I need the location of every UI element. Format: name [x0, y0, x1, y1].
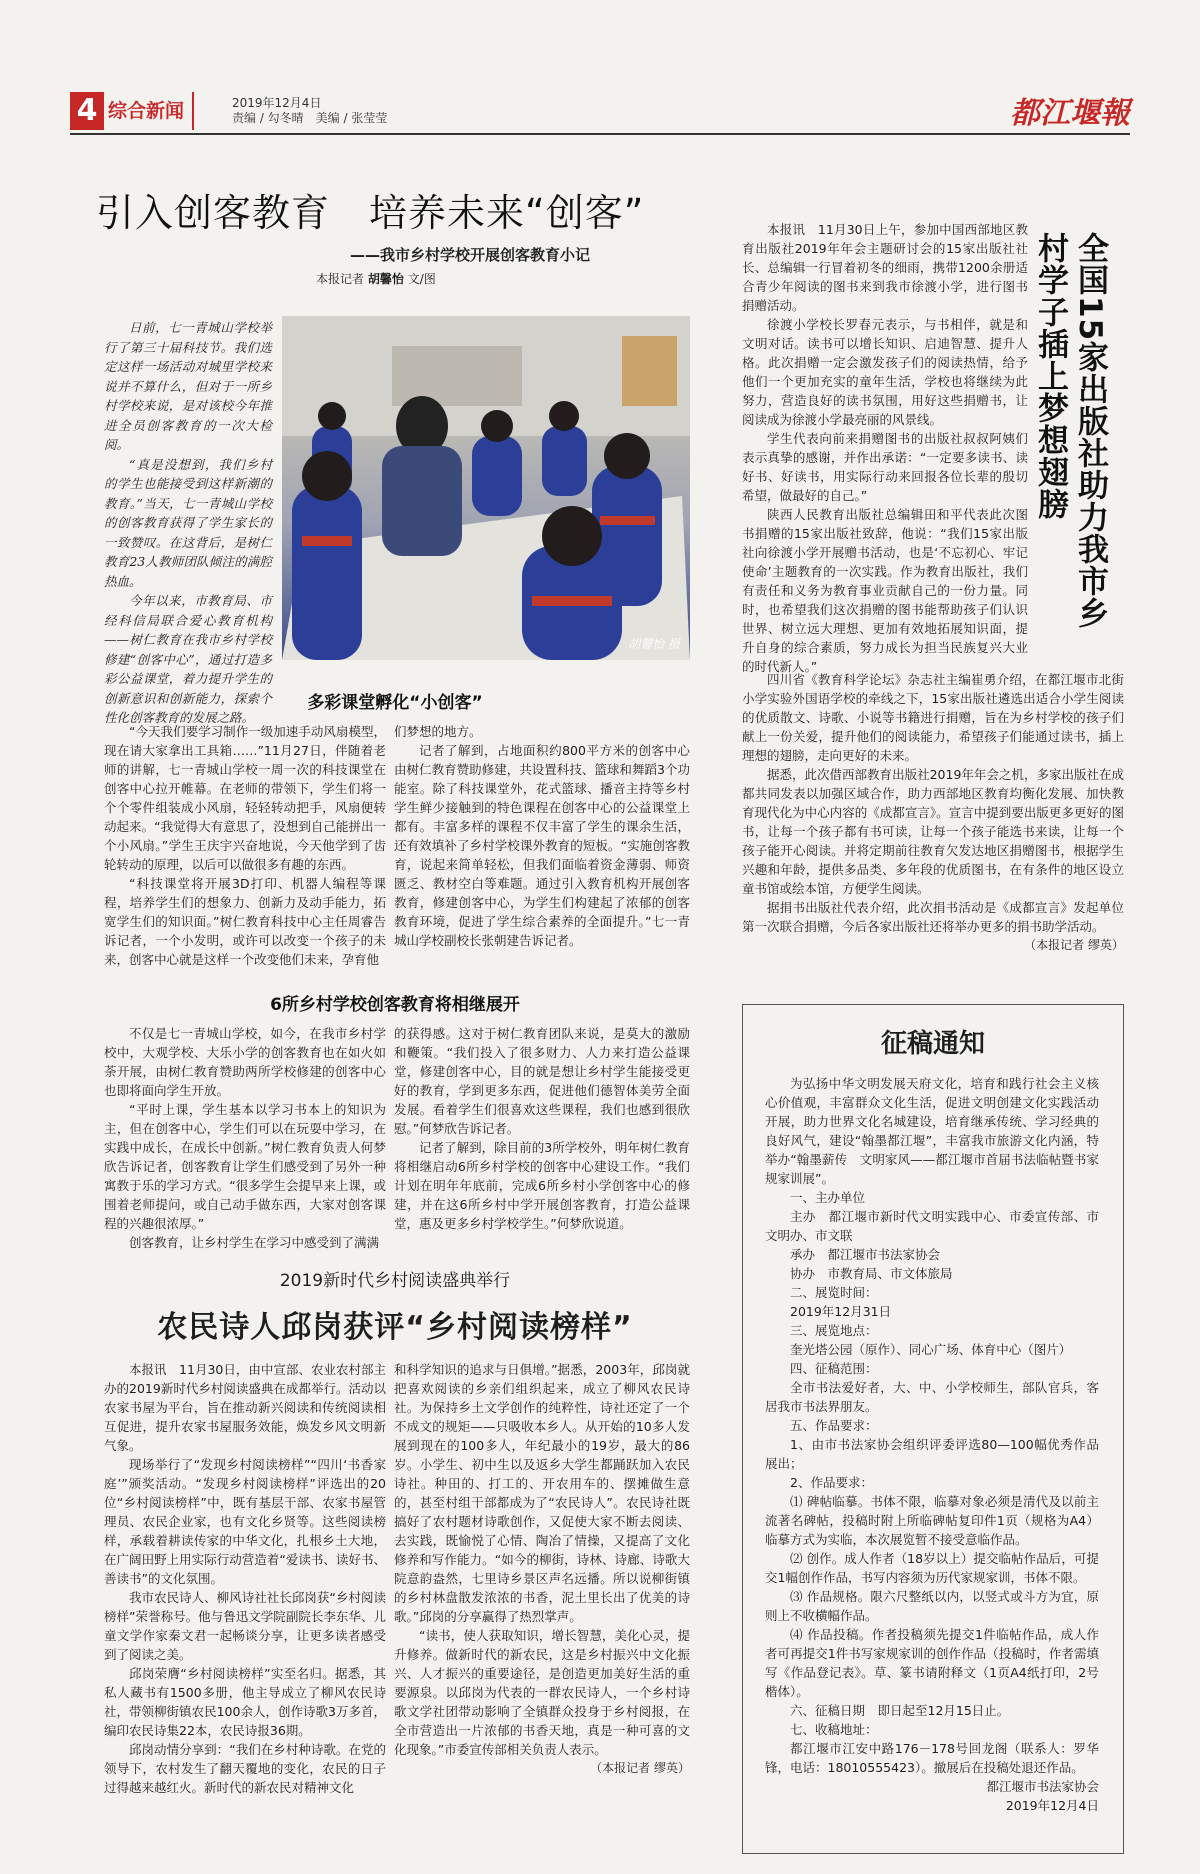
body-paragraph: 我市农民诗人、柳风诗社社长邱岗获“乡村阅读榜样”荣誉称号。他与鲁迅文学院副院长李东华、儿童文学作家秦文君一起畅谈分享，让更多读者感受到了阅读之美。 — [104, 1590, 386, 1662]
body-paragraph: 据捐书出版社代表介绍，此次捐书活动是《成都宣言》发起单位第一次联合捐赠，今后各家出版社还将举办更多的捐书助学活动。 — [742, 900, 1124, 934]
body-paragraph: 创客教育，让乡村学生在学习中感受到了满满 — [129, 1235, 380, 1250]
body-paragraph: 徐渡小学校长罗春元表示，与书相伴，就是和文明对话。读书可以增长知识、启迪智慧、提升人格。此次捐赠一定会激发孩子们的阅读热情，给予他们一个更加充实的童年生活，学校也将继续为此努力，营造良好的读书氛围，用好这些捐赠书，让阅读成为徐渡小学最亮丽的风景线。 — [742, 317, 1028, 427]
section-name: 综合新闻 — [108, 92, 194, 130]
body-paragraph: “读书，使人获取知识，增长智慧，美化心灵，提升修养。做新时代的新农民，这是乡村振兴中文化振兴、人才振兴的重要途径，是创造更加美好生活的重要源泉。以邱岗为代表的一群农民诗人，一个乡村诗歌文学社团带动影响了全镇群众投身于乡村阅报，在全市营造出一片浓郁的书香天地，真是一种可喜的文化现象。”市委宣传部相关负责人表示。 — [394, 1628, 690, 1757]
notice-line: 六、征稿日期 即日起至12月15日止。 — [790, 1703, 1010, 1718]
article2-credit: （本报记者 缪英） — [590, 1761, 690, 1775]
article2-kicker: 2019新时代乡村阅读盛典举行 — [279, 1271, 511, 1291]
body-paragraph: 现场举行了“发现乡村阅读榜样”“四川‘书香家庭’”颁奖活动。“发现乡村阅读榜样”评选出的20位“乡村阅读榜样”中，既有基层干部、农家书屋管理员、农民企业家，也有文化乡贤等。这些阅读榜样，承载着耕读传家的中华文化，扎根乡土大地，在广阔田野上用实际行动营造着“爱读书、读好书、善读书”的文化氛围。 — [104, 1457, 386, 1586]
section1-col1 — [104, 722, 386, 969]
article1-intro — [104, 318, 272, 728]
notice-line: 协办 市教育局、市文体旅局 — [790, 1266, 953, 1281]
byline-name: 胡馨怡 — [367, 272, 404, 286]
body-paragraph: 记者了解到，除目前的3所学校外，明年树仁教育将相继启动6所乡村学校的创客中心建设工作。“我们计划在明年年底前，完成6所乡村小学创客中心的修建，并在这6所乡村中学开展创客教育，打造公益课堂，惠及更多乡村学校学生。”何梦欣说道。 — [394, 1140, 690, 1231]
byline-prefix: 本报记者 — [316, 272, 365, 286]
notice-intro: 为弘扬中华文明发展天府文化，培育和践行社会主义核心价值观，丰富群众文化生活，促进文明创建文化实践活动开展，助力世界文化名城建设，培育继承传统、学习经典的良好风气，建设“翰墨都江堰”，丰富我市旅游文化内涵，特举办“翰墨薪传 文明家风——都江堰市首届书法临帖暨书家规家训展”。 — [765, 1076, 1099, 1186]
notice-line: 奎光塔公园（原作）、同心广场、体育中心（图片） — [790, 1342, 1072, 1357]
body-paragraph: 们梦想的地方。 — [394, 724, 482, 739]
notice-sign-date: 2019年12月4日 — [1005, 1798, 1099, 1813]
header-rule — [70, 133, 1130, 135]
notice-line: 二、展览时间： — [790, 1285, 878, 1300]
notice-line: ⑷ 作品投稿。作者投稿须先提交1件临帖作品，成人作者可再提交1件书写家规家训的创作作品（投稿时，作者需填写《作品登记表》。草、篆书请附释文（1页A4纸打印，2号楷体）。 — [765, 1627, 1099, 1699]
body-paragraph: “平时上课，学生基本以学习书本上的知识为主，但在创客中心，学生们可以在玩耍中学习，在实践中成长，在成长中创新。”树仁教育负责人何梦欣告诉记者，创客教育让学生们感受到了另外一种寓教于乐的学习方式。“很多学生会提早来上课，或围着老师提问，或自己动手做东西，大家对创客课程的兴趣很浓厚。” — [104, 1102, 386, 1231]
article3-credit: （本报记者 缪英） — [1024, 938, 1124, 952]
byline-suffix: 文/图 — [407, 272, 436, 286]
article3-top-col — [742, 220, 1028, 676]
article2-col2 — [394, 1360, 690, 1778]
notice-line: 全市书法爱好者，大、中、小学校师生，部队官兵，客居我市书法界朋友。 — [765, 1380, 1099, 1414]
section2-col1 — [104, 1024, 386, 1252]
header-meta — [232, 96, 387, 126]
body-paragraph: 据悉，此次借西部教育出版社2019年年会之机，多家出版社在成都共同发表以加强区域合作，助力西部地区教育均衡化发展、加快教育现代化为中心内容的《成都宣言》。宣言中提到要出版更多更好的图书，让每一个孩子都有书可读，让每一个孩子能选书来读，让每一个孩子能开心阅读。并将定期前往教育欠发达地区捐赠图书，根据学生兴趣和年龄，提供多品类、多年段的优质图书，在有条件的地区设立童书馆或绘本馆，方便学生阅读。 — [742, 767, 1124, 896]
notice-line: 承办 都江堰市书法家协会 — [790, 1247, 941, 1262]
editors: 责编 / 勾冬晴 美编 / 张莹莹 — [232, 111, 388, 125]
notice-line: ⑵ 创作。成人作者（18岁以上）提交临帖作品后，可提交1幅创作作品，书写内容须为历代家规家训，书体不限。 — [765, 1551, 1099, 1585]
body-paragraph: 四川省《教育科学论坛》杂志社主编崔勇介绍，在都江堰市北街小学实验外国语学校的牵线之下，15家出版社遴选出适合小学生阅读的优质散文、诗歌、小说等书籍进行捐赠，旨在为乡村学校的孩子们献上一份关爱，提升他们的阅读能力，希望孩子们能通过读书，插上理想的翅膀，走向更好的未来。 — [742, 672, 1124, 763]
body-paragraph: 的获得感。这对于树仁教育团队来说，是莫大的激励和鞭策。“我们投入了很多财力、人力来打造公益课堂，修建创客中心，目的就是想让乡村学生能接受更好的教育，学到更多东西，促进他们德智体美劳全面发展。看着学生们很喜欢这些课程，我们也感到很欣慰。”何梦欣告诉记者。 — [394, 1026, 690, 1136]
notice-sign-org: 都江堰市书法家协会 — [986, 1779, 1099, 1794]
notice-line: 都江堰市江安中路176－178号回龙阁（联系人：罗华锋，电话：18010555423）。撤展后在投稿处退还作品。 — [765, 1741, 1099, 1775]
notice-line: 五、作品要求： — [790, 1418, 878, 1433]
notice-line: ⑴ 碑帖临摹。书体不限，临摹对象必须是清代及以前主流著名碑帖，投稿时附上所临碑帖复印件1页（规格为A4）临摹方式为实临，本次展览暂不接受意临作品。 — [765, 1494, 1099, 1547]
notice-box — [742, 1004, 1124, 1854]
intro-paragraph: 日前，七一青城山学校举行了第三十届科技节。我们选定这样一场活动对城里学校来说并不算什么，但对于一所乡村学校来说，是对该校今年推进全员创客教育的一次大检阅。 — [104, 320, 272, 452]
body-paragraph: 不仅是七一青城山学校，如今，在我市乡村学校中，大观学校、大乐小学的创客教育也在如火如荼开展，由树仁教育赞助两所学校修建的创客中心也即将面向学生开放。 — [104, 1026, 386, 1098]
body-paragraph: 邱岗动情分享到：“我们在乡村种诗歌。在党的领导下，农村发生了翻天覆地的变化，农民的日子过得越来越红火。新时代的新农民对精神文化 — [104, 1742, 386, 1795]
section2-col2 — [394, 1024, 690, 1233]
body-paragraph: “今天我们要学习制作一级加速手动风扇模型，现在请大家拿出工具箱……”11月27日，伴随着老师的讲解，七一青城山学校一周一次的科技课堂在创客中心拉开帷幕。在老师的带领下，学生们将一个个零件组装成小风扇，轻轻转动把手，风扇便转动起来。“我觉得大有意思了，没想到自己能拼出一个小风扇。”学生王庆宇兴奋地说，今天他学到了齿轮转动的原理，以后可以做很多有趣的东西。 — [104, 724, 386, 872]
notice-line: 三、展览地点： — [790, 1323, 878, 1338]
section1-title: 多彩课堂孵化“小创客” — [307, 693, 483, 713]
article2-col1 — [104, 1360, 386, 1797]
body-paragraph: 本报讯 11月30日上午，参加中国西部地区教育出版社2019年年会主题研讨会的15家出版社社长、总编辑一行冒着初冬的细雨，携带1200余册适合青少年阅读的图书来到我市徐渡小学，进行图书捐赠活动。 — [742, 222, 1028, 313]
notice-line: ⑶ 作品规格。限六尺整纸以内，以竖式或斗方为宜，原则上不收横幅作品。 — [765, 1589, 1099, 1623]
masthead-logo: 都江堰報 — [1010, 96, 1130, 131]
body-paragraph: “科技课堂将开展3D打印、机器人编程等课程，培养学生们的想象力、创新力及动手能力，拓宽学生们的知识面。”树仁教育科技中心主任周睿告诉记者，一个小发明，或许可以改变一个孩子的未来，创客中心就是这样一个改变他们未来，孕育他 — [104, 876, 386, 967]
body-paragraph: 陕西人民教育出版社总编辑田和平代表此次图书捐赠的15家出版社致辞，他说：“我们15家出版社向徐渡小学开展赠书活动，也是‘不忘初心、牢记使命’主题教育的一次实践。作为教育出版社，我们有责任和义务为教育事业贡献自己的一份力量。同时，也希望我们这次捐赠的图书能帮助孩子们认识世界、树立远大理想、更加有效地拓展知识面，提升自身的综合素质，努力成长为担当民族复兴大业的时代新人。” — [742, 507, 1028, 674]
intro-paragraph: “真是没想到，我们乡村的学生也能接受到这样新潮的教育。”当天，七一青城山学校的创客教育获得了学生家长的一致赞叹。在这背后，是树仁教育23人教师团队倾注的满腔热血。 — [104, 456, 272, 589]
article1-subtitle: ——我市乡村学校开展创客教育小记 — [350, 246, 591, 264]
notice-body — [743, 1060, 1123, 1815]
notice-line: 2019年12月31日 — [790, 1304, 892, 1319]
body-paragraph: 邱岗荣膺“乡村阅读榜样”实至名归。据悉，其私人藏书有1500多册，他主导成立了柳风农民诗社，带领柳街镇农民100余人，创作诗歌3万多首，编印农民诗集22本，农民诗报36期。 — [104, 1666, 386, 1738]
article1-byline — [316, 270, 436, 287]
article1-title: 引入创客教育 培养未来“创客” — [96, 191, 645, 235]
notice-line: 2、作品要求： — [790, 1475, 873, 1490]
article2-title: 农民诗人邱岗获评“乡村阅读榜样” — [157, 1310, 633, 1345]
body-paragraph: 学生代表向前来捐赠图书的出版社叔叔阿姨们表示真挚的感谢，并作出承诺：“一定要多读书、读好书、好读书，用实际行动来回报各位长辈的殷切希望，做最好的自己。” — [742, 431, 1028, 503]
notice-line: 七、收稿地址： — [790, 1722, 878, 1737]
body-paragraph: 记者了解到，占地面积约800平方米的创客中心由树仁教育赞助修建，共设置科技、篮球和舞蹈3个功能室。除了科技课堂外，花式篮球、播音主持等乡村学生鲜少接触到的特色课程在创客中心的公益课堂上都有。丰富多样的课程不仅丰富了学生的课余生活，还有效填补了乡村学校课外教育的短板。“实施创客教育，说起来简单轻松，但我们面临着资金薄弱、师资匮乏、教材空白等难题。通过引入教育机构开展创客教育，修建创客中心，为学生们构建起了浓郁的创客教育环境，促进了学生综合素养的全面提升。”七一青城山学校副校长张朝建告诉记者。 — [394, 743, 690, 948]
article3-title: 全国15家出版社助力我市乡村学子插上梦想翅膀 — [1032, 232, 1108, 630]
notice-line: 四、征稿范围： — [790, 1361, 878, 1376]
classroom-photo — [282, 316, 690, 660]
photo-illustration — [282, 316, 690, 660]
intro-paragraph: 今年以来，市教育局、市经科信局联合爱心教育机构——树仁教育在我市乡村学校修建“创客中心”，通过打造多彩公益课堂，着力提升学生的创新意识和创新能力，探索个性化创客教育的发展之路。 — [104, 593, 272, 725]
notice-title: 征稿通知 — [880, 1029, 985, 1059]
notice-line: 主办 都江堰市新时代文明实践中心、市委宣传部、市文明办、市文联 — [765, 1209, 1099, 1243]
notice-line: 一、主办单位 — [790, 1190, 866, 1205]
page-number: 4 — [70, 92, 104, 130]
page-header — [70, 88, 1130, 134]
issue-date: 2019年12月4日 — [232, 96, 322, 110]
body-paragraph: 本报讯 11月30日，由中宣部、农业农村部主办的2019新时代乡村阅读盛典在成都举行。活动以农家书屋为平台，旨在推动新兴阅读和传统阅读相互促进，提升农家书屋服务效能，焕发乡风文明新气象。 — [104, 1362, 386, 1453]
section1-col2 — [394, 722, 690, 950]
photo-credit: 胡馨怡 摄 — [628, 637, 680, 651]
notice-line: 1、由市书法家协会组织评委评选80—100幅优秀作品展出； — [765, 1437, 1099, 1471]
body-paragraph: 和科学知识的追求与日俱增。”据悉，2003年，邱岗就把喜欢阅读的乡亲们组织起来，成立了柳风农民诗社。为保持乡土文学创作的纯粹性，诗社还定了一个不成文的规矩——只吸收本乡人。从开始的10多人发展到现在的100多人，年纪最小的19岁，最大的86岁。小学生、初中生以及返乡大学生都踊跃加入农民诗社。种田的、打工的、开农用车的、摆摊做生意的，甚至村组干部都成为了“农民诗人”。农民诗社既搞好了农村题材诗歌创作，又促使大家不断去阅读、去实践，既愉悦了心情、陶冶了情操，又提高了文化修养和写作能力。“如今的柳街，诗林、诗廊、诗歌大院意韵盎然，七里诗乡景区声名远播。所以说柳街镇的乡村林盘散发浓浓的书香，泥土里长出了优美的诗歌。”邱岗的分享赢得了热烈掌声。 — [394, 1362, 690, 1624]
section2-title: 6所乡村学校创客教育将相继展开 — [270, 995, 520, 1015]
article3-bottom-col — [742, 670, 1124, 955]
